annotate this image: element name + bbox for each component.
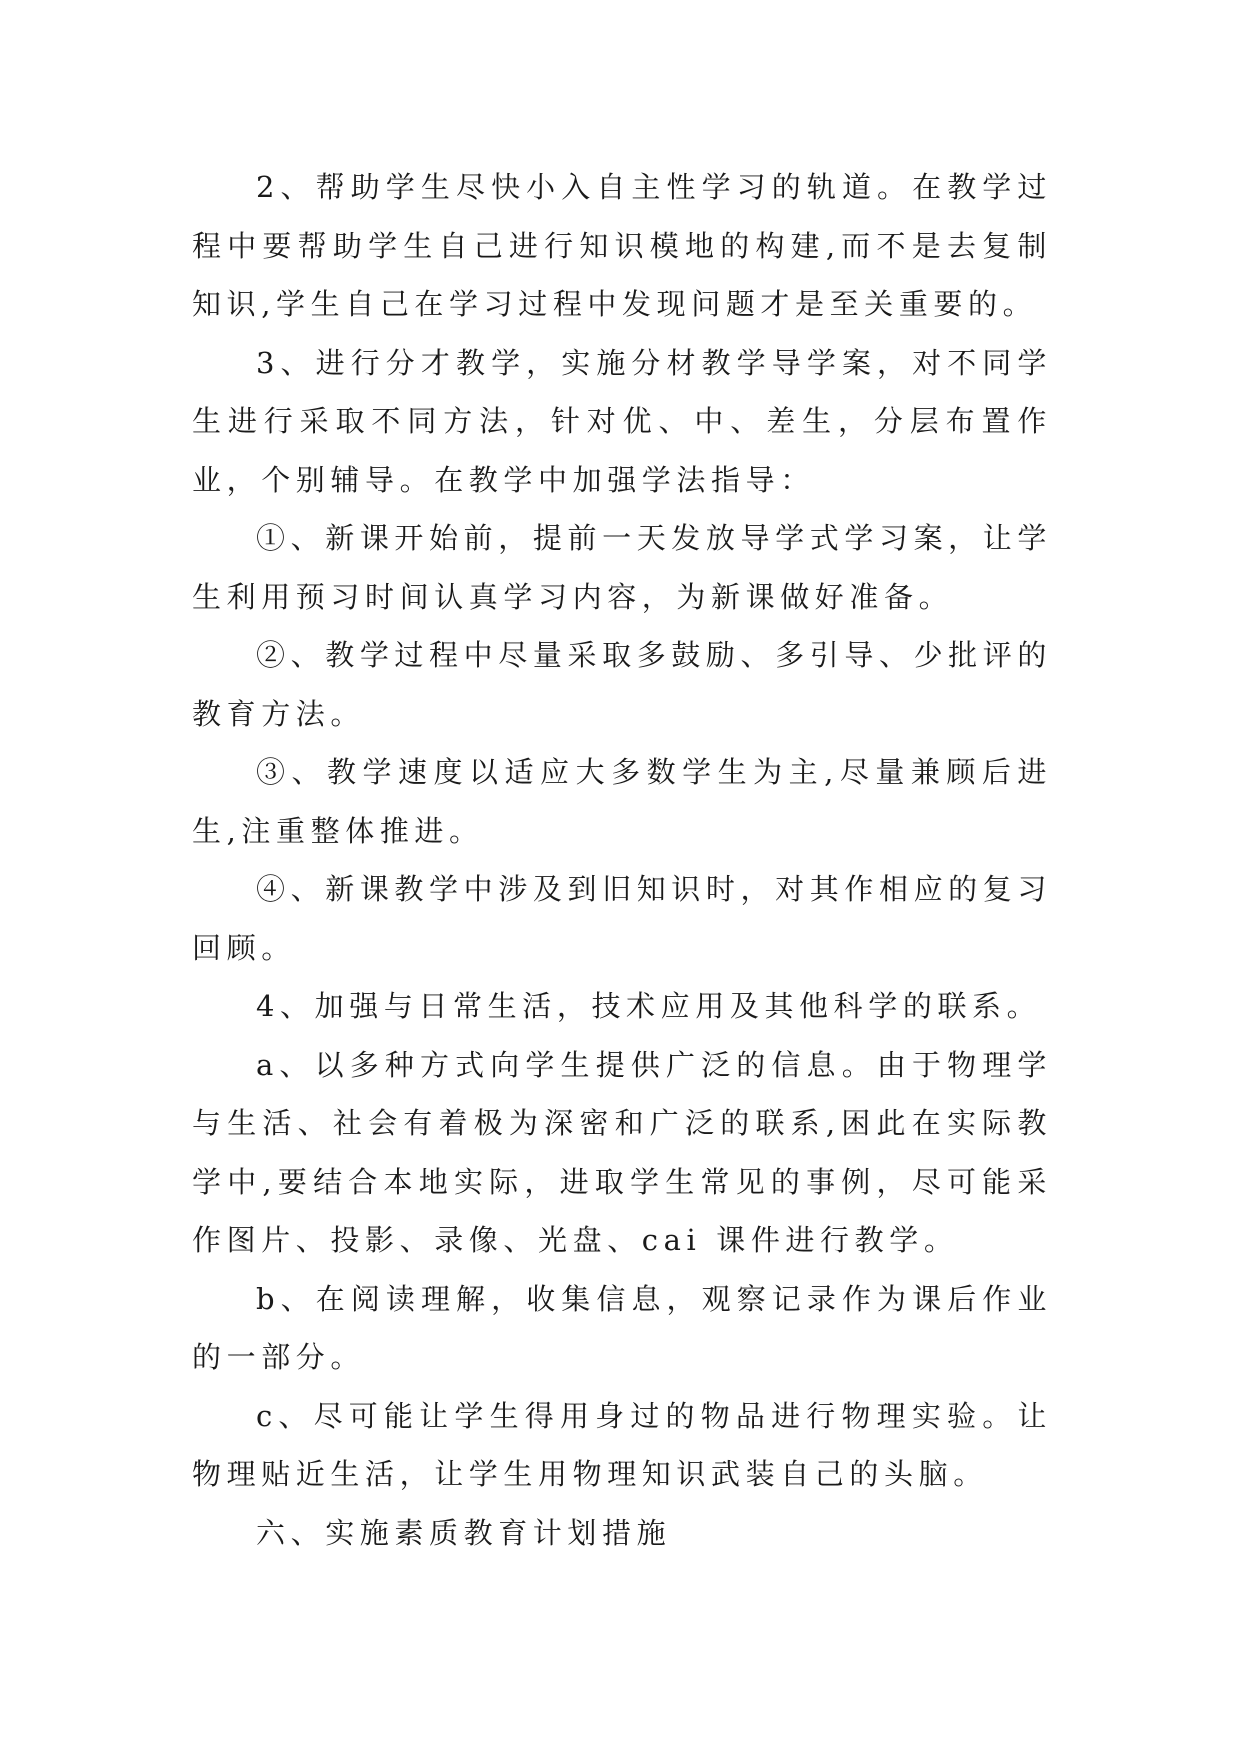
paragraph-item-3-tiered-teaching: 3、进行分才教学，实施分材教学导学案，对不同学生进行采取不同方法，针对优、中、差生，分层布置作业，个别辅导。在教学中加强学法指导：	[192, 345, 1052, 497]
paragraph-subitem-b-homework: b、在阅读理解，收集信息，观察记录作为课后作业的一部分。	[192, 1281, 1052, 1374]
paragraph-subitem-4-review-old-knowledge: ④、新课教学中涉及到旧知识时，对其作相应的复习回顾。	[192, 872, 1052, 965]
section-heading-quality-education: 六、实施素质教育计划措施	[256, 1515, 672, 1550]
paragraph-item-4-life-connection: 4、加强与日常生活，技术应用及其他科学的联系。	[256, 989, 1042, 1023]
paragraph-subitem-1-preview-study-plan: ①、新课开始前，提前一天发放导学式学习案，让学生利用预习时间认真学习内容，为新课做好准备。	[192, 521, 1052, 614]
paragraph-subitem-c-experiments: c、尽可能让学生得用身过的物品进行物理实验。让物理贴近生活，让学生用物理知识武装自己的头脑。	[192, 1398, 1052, 1491]
paragraph-subitem-a-information-sources: a、以多种方式向学生提供广泛的信息。由于物理学与生活、社会有着极为深密和广泛的联系,困此在实际教学中,要结合本地实际，进取学生常见的事例，尽可能采作图片、投影、录像、光盘、cai 课件进行教学。	[192, 1047, 1052, 1257]
paragraph-subitem-2-encouragement-method: ②、教学过程中尽量采取多鼓励、多引导、少批评的教育方法。	[192, 638, 1052, 731]
document-body	[192, 158, 1052, 1562]
paragraph-item-2-guide-autonomous-learning: 2、帮助学生尽快小入自主性学习的轨道。在教学过程中要帮助学生自己进行知识模地的构建,而不是去复制知识,学生自己在学习过程中发现问题才是至关重要的。	[192, 170, 1052, 321]
paragraph-subitem-3-teaching-pace: ③、教学速度以适应大多数学生为主,尽量兼顾后进生,注重整体推进。	[192, 755, 1052, 848]
